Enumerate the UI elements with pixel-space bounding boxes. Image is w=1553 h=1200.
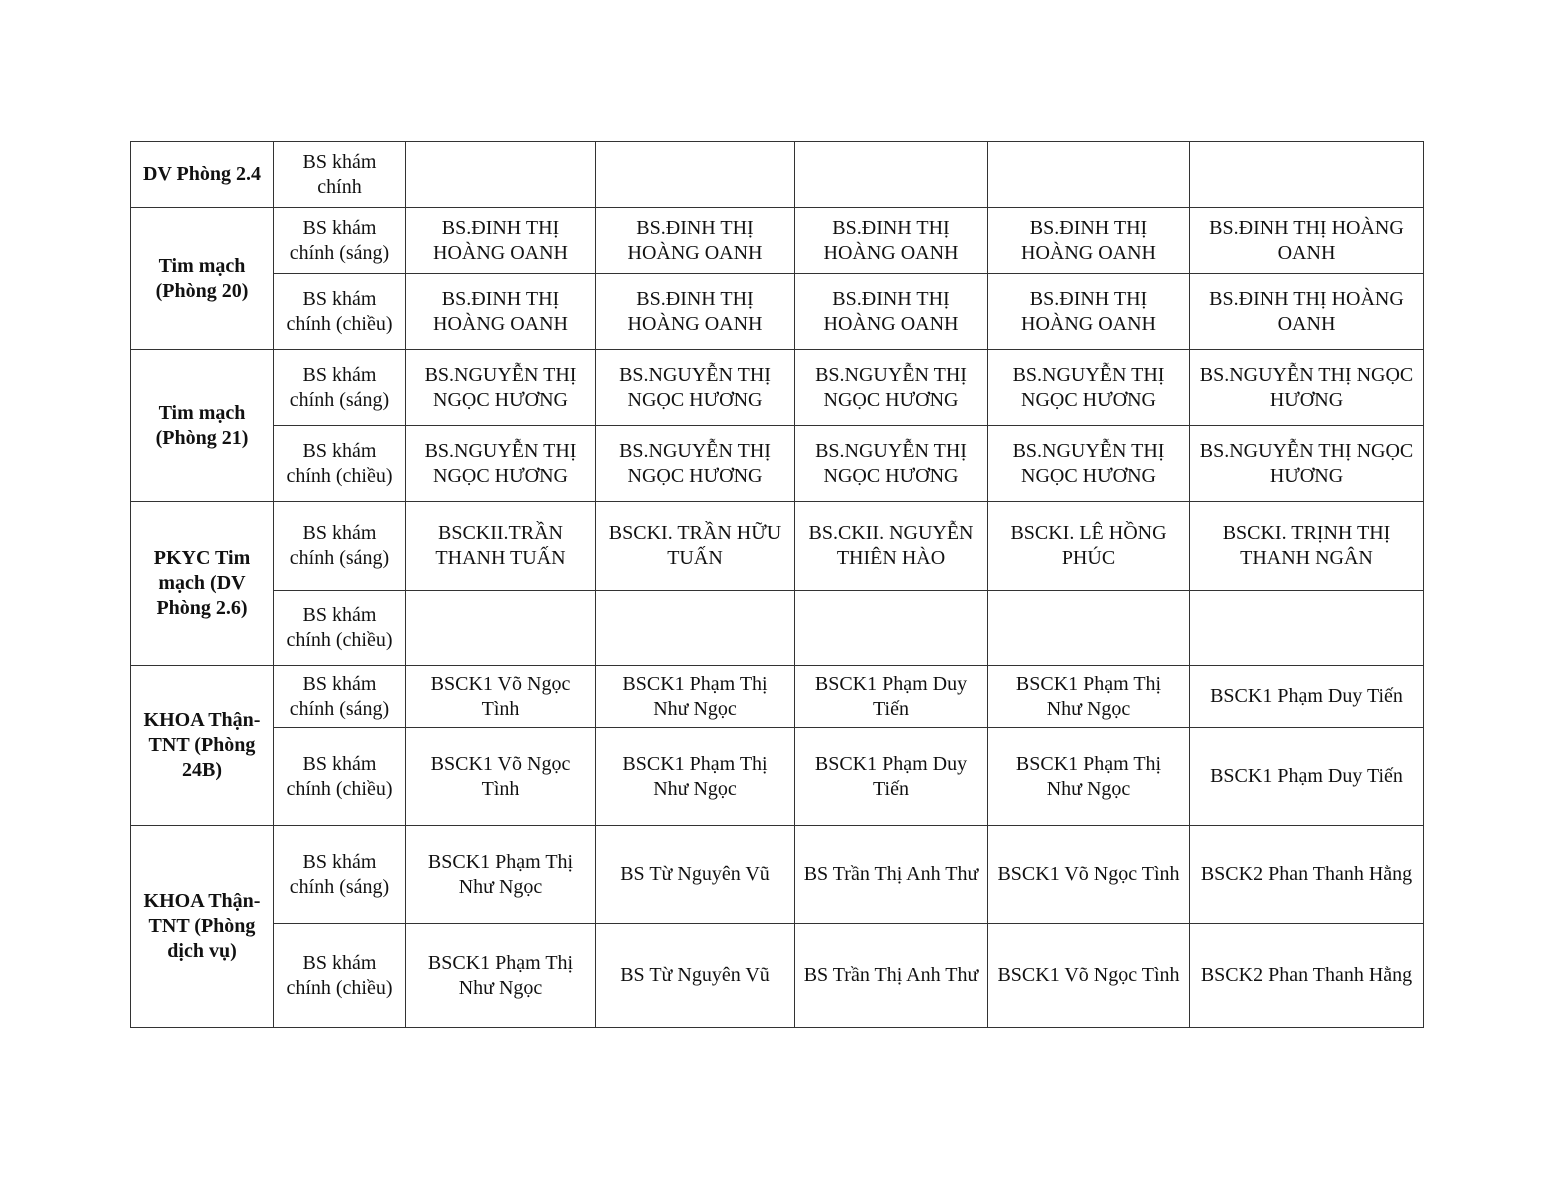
- doctor-cell: BS.NGUYỄN THỊ NGỌC HƯƠNG: [988, 426, 1190, 502]
- doctor-cell: BS.NGUYỄN THỊ NGỌC HƯƠNG: [596, 426, 795, 502]
- doctor-cell: BS Trần Thị Anh Thư: [795, 924, 988, 1028]
- doctor-cell: BSCKII.TRẦN THANH TUẤN: [406, 502, 596, 591]
- doctor-cell: BSCKI. TRỊNH THỊ THANH NGÂN: [1190, 502, 1424, 591]
- doctor-cell: BS.NGUYỄN THỊ NGỌC HƯƠNG: [795, 426, 988, 502]
- doctor-cell: BSCK1 Phạm Thị Như Ngọc: [988, 728, 1190, 826]
- doctor-cell: BS.ĐINH THỊ HOÀNG OANH: [1190, 274, 1424, 350]
- table-row: [131, 350, 1424, 426]
- doctor-cell: BS.ĐINH THỊ HOÀNG OANH: [795, 208, 988, 274]
- department-cell: KHOA Thận-TNT (Phòng dịch vụ): [131, 826, 274, 1028]
- doctor-cell: BS.NGUYỄN THỊ NGỌC HƯƠNG: [406, 350, 596, 426]
- schedule-body: [131, 142, 1424, 1028]
- doctor-cell: [596, 591, 795, 666]
- table-row: [131, 426, 1424, 502]
- doctor-cell: BS Từ Nguyên Vũ: [596, 826, 795, 924]
- doctor-cell: BS.ĐINH THỊ HOÀNG OANH: [988, 274, 1190, 350]
- doctor-cell: BSCK1 Phạm Thị Như Ngọc: [406, 826, 596, 924]
- department-cell: Tim mạch (Phòng 21): [131, 350, 274, 502]
- department-cell: PKYC Tim mạch (DV Phòng 2.6): [131, 502, 274, 666]
- doctor-cell: BS.NGUYỄN THỊ NGỌC HƯƠNG: [988, 350, 1190, 426]
- doctor-cell: BSCK1 Võ Ngọc Tình: [406, 666, 596, 728]
- doctor-cell: BSCK1 Võ Ngọc Tình: [988, 826, 1190, 924]
- department-cell: DV Phòng 2.4: [131, 142, 274, 208]
- shift-cell: BS khám chính (sáng): [274, 208, 406, 274]
- doctor-cell: BS.ĐINH THỊ HOÀNG OANH: [795, 274, 988, 350]
- doctor-cell: [1190, 591, 1424, 666]
- doctor-cell: BSCK1 Võ Ngọc Tình: [406, 728, 596, 826]
- shift-cell: BS khám chính (sáng): [274, 666, 406, 728]
- department-cell: Tim mạch (Phòng 20): [131, 208, 274, 350]
- doctor-cell: BSCK1 Phạm Thị Như Ngọc: [406, 924, 596, 1028]
- doctor-cell: BS.NGUYỄN THỊ NGỌC HƯƠNG: [1190, 350, 1424, 426]
- doctor-cell: BSCK2 Phan Thanh Hằng: [1190, 826, 1424, 924]
- doctor-cell: [795, 591, 988, 666]
- table-row: [131, 208, 1424, 274]
- shift-cell: BS khám chính (chiều): [274, 591, 406, 666]
- doctor-cell: BS.NGUYỄN THỊ NGỌC HƯƠNG: [596, 350, 795, 426]
- doctor-cell: BS.CKII. NGUYỄN THIÊN HÀO: [795, 502, 988, 591]
- doctor-cell: BS Trần Thị Anh Thư: [795, 826, 988, 924]
- doctor-cell: [795, 142, 988, 208]
- doctor-cell: BS.ĐINH THỊ HOÀNG OANH: [1190, 208, 1424, 274]
- doctor-cell: [988, 142, 1190, 208]
- doctor-cell: BS.ĐINH THỊ HOÀNG OANH: [406, 208, 596, 274]
- table-row: [131, 666, 1424, 728]
- doctor-cell: BSCK1 Phạm Duy Tiến: [795, 666, 988, 728]
- doctor-cell: BSCKI. LÊ HỒNG PHÚC: [988, 502, 1190, 591]
- doctor-cell: BSCK1 Phạm Thị Như Ngọc: [596, 728, 795, 826]
- doctor-cell: [596, 142, 795, 208]
- doctor-cell: [988, 591, 1190, 666]
- doctor-cell: BSCK1 Phạm Duy Tiến: [795, 728, 988, 826]
- shift-cell: BS khám chính (sáng): [274, 826, 406, 924]
- doctor-cell: BS.NGUYỄN THỊ NGỌC HƯƠNG: [1190, 426, 1424, 502]
- doctor-cell: [406, 591, 596, 666]
- shift-cell: BS khám chính (sáng): [274, 502, 406, 591]
- doctor-cell: BSCK1 Phạm Thị Như Ngọc: [988, 666, 1190, 728]
- doctor-cell: BSCK1 Phạm Thị Như Ngọc: [596, 666, 795, 728]
- table-row: [131, 142, 1424, 208]
- doctor-cell: BS.ĐINH THỊ HOÀNG OANH: [988, 208, 1190, 274]
- shift-cell: BS khám chính (chiều): [274, 728, 406, 826]
- doctor-cell: BS Từ Nguyên Vũ: [596, 924, 795, 1028]
- table-row: [131, 924, 1424, 1028]
- shift-cell: BS khám chính (chiều): [274, 426, 406, 502]
- shift-cell: BS khám chính (chiều): [274, 924, 406, 1028]
- doctor-cell: [406, 142, 596, 208]
- doctor-cell: [1190, 142, 1424, 208]
- table-row: [131, 502, 1424, 591]
- doctor-cell: BSCK1 Võ Ngọc Tình: [988, 924, 1190, 1028]
- doctor-cell: BS.ĐINH THỊ HOÀNG OANH: [596, 208, 795, 274]
- shift-cell: BS khám chính: [274, 142, 406, 208]
- table-row: [131, 728, 1424, 826]
- doctor-schedule-table: [130, 141, 1424, 1028]
- doctor-cell: BS.ĐINH THỊ HOÀNG OANH: [596, 274, 795, 350]
- table-row: [131, 826, 1424, 924]
- table-row: [131, 591, 1424, 666]
- table-row: [131, 274, 1424, 350]
- doctor-cell: BSCK1 Phạm Duy Tiến: [1190, 666, 1424, 728]
- department-cell: KHOA Thận-TNT (Phòng 24B): [131, 666, 274, 826]
- doctor-cell: BSCKI. TRẦN HỮU TUẤN: [596, 502, 795, 591]
- doctor-cell: BS.NGUYỄN THỊ NGỌC HƯƠNG: [406, 426, 596, 502]
- doctor-cell: BS.ĐINH THỊ HOÀNG OANH: [406, 274, 596, 350]
- doctor-cell: BSCK1 Phạm Duy Tiến: [1190, 728, 1424, 826]
- shift-cell: BS khám chính (chiều): [274, 274, 406, 350]
- doctor-cell: BS.NGUYỄN THỊ NGỌC HƯƠNG: [795, 350, 988, 426]
- doctor-cell: BSCK2 Phan Thanh Hằng: [1190, 924, 1424, 1028]
- shift-cell: BS khám chính (sáng): [274, 350, 406, 426]
